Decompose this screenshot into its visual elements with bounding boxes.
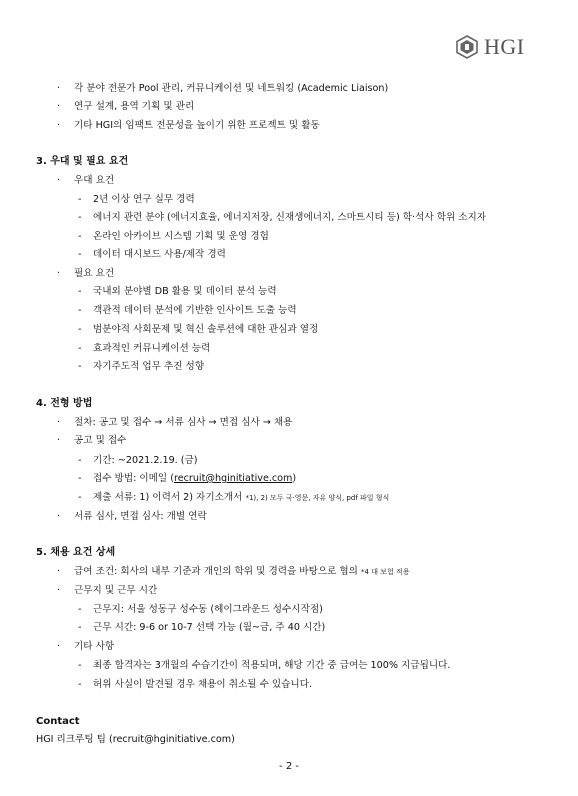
bullet-dash: - xyxy=(78,492,82,503)
bullet-dot: · xyxy=(57,641,61,652)
etc-label: 기타 사항 xyxy=(74,641,115,652)
method-prefix: 접수 방법: 이메일 ( xyxy=(93,473,174,484)
bullet-dot: · xyxy=(57,120,61,131)
method-suffix: ) xyxy=(292,473,297,484)
list-item: 온라인 아카이브 시스템 기획 및 운영 경험 xyxy=(93,231,269,242)
list-item: 2년 이상 연구 실무 경력 xyxy=(93,194,195,205)
bullet-dot: · xyxy=(57,83,61,94)
docs-main: 제출 서류: 1) 이력서 2) 자기소개서 xyxy=(93,492,243,503)
logo-text: HGI xyxy=(484,34,525,59)
work-label: 근무지 및 근무 시간 xyxy=(74,585,158,596)
bullet-dot: · xyxy=(57,268,61,279)
bullet-dot: · xyxy=(57,101,61,112)
section-5-title: 5. 채용 요건 상세 xyxy=(36,547,116,558)
contact-title: Contact xyxy=(36,716,80,727)
list-item: 허위 사실이 발견될 경우 채용이 취소될 수 있습니다. xyxy=(93,679,313,690)
docs-text xyxy=(93,492,389,504)
contact-note: 서류 심사, 면접 심사: 개별 연락 xyxy=(74,511,207,522)
list-item: 자기주도적 업무 추진 성향 xyxy=(93,361,205,372)
list-item: 범분야적 사회문제 및 혁신 솔루션에 대한 관심과 열정 xyxy=(93,324,319,335)
section-4-title: 4. 전형 방법 xyxy=(36,398,93,409)
bullet-dash: - xyxy=(78,343,82,354)
page-number: - 2 - xyxy=(279,761,299,772)
bullet-dash: - xyxy=(78,660,82,671)
list-item: 각 분야 전문가 Pool 관리, 커뮤니케이션 및 네트워킹 (Academic Liaison) xyxy=(74,83,389,94)
contact-line: HGI 리크루팅 팀 (recruit@hginitiative.com) xyxy=(36,734,235,745)
method-text xyxy=(93,473,296,485)
list-item: 효과적인 커뮤니케이션 능력 xyxy=(93,343,211,354)
salary-main: 급여 조건: 회사의 내부 기준과 개인의 학위 및 경력을 바탕으로 협의 xyxy=(74,566,358,577)
bullet-dash: - xyxy=(78,286,82,297)
req-label: 필요 요건 xyxy=(74,268,115,279)
bullet-dot: · xyxy=(57,435,61,446)
bullet-dot: · xyxy=(57,566,61,577)
list-item: 데이터 대시보드 사용/제작 경력 xyxy=(93,249,226,260)
notice-label: 공고 및 접수 xyxy=(74,435,127,446)
bullet-dash: - xyxy=(78,212,82,223)
list-item: 에너지 관련 분야 (에너지효율, 에너지저장, 신재생에너지, 스마트시티 등) 학·석사 학위 소지자 xyxy=(93,212,487,223)
hgi-logo xyxy=(456,34,525,60)
list-item: 최종 합격자는 3개월의 수습기간이 적용되며, 해당 기간 중 급여는 100% 지급됩니다. xyxy=(93,660,451,671)
salary-note: *4 대 보험 적용 xyxy=(361,568,410,576)
bullet-dash: - xyxy=(78,361,82,372)
list-item: 기타 HGI의 임팩트 전문성을 높이기 위한 프로젝트 및 활동 xyxy=(74,120,320,131)
pref-label: 우대 요건 xyxy=(74,175,115,186)
list-item: 연구 설계, 용역 기획 및 관리 xyxy=(74,101,195,112)
section-3-title: 3. 우대 및 필요 요건 xyxy=(36,156,129,167)
bullet-dash: - xyxy=(78,249,82,260)
bullet-dot: · xyxy=(57,511,61,522)
bullet-dash: - xyxy=(78,324,82,335)
bullet-dash: - xyxy=(78,473,82,484)
bullet-dash: - xyxy=(78,455,82,466)
docs-note: *1), 2) 모두 국·영문, 자유 양식, pdf 파일 형식 xyxy=(245,494,390,502)
hgi-emblem-icon xyxy=(456,35,478,59)
bullet-dot: · xyxy=(57,417,61,428)
hours-text: 근무 시간: 9-6 or 10-7 선택 가능 (월~금, 주 40 시간) xyxy=(93,622,326,633)
list-item: 국내외 분야별 DB 활용 및 데이터 분석 능력 xyxy=(93,286,277,297)
bullet-dot: · xyxy=(57,175,61,186)
bullet-dash: - xyxy=(78,604,82,615)
bullet-dash: - xyxy=(78,231,82,242)
list-item: 객관적 데이터 분석에 기반한 인사이트 도출 능력 xyxy=(93,305,297,316)
process-text: 절차: 공고 및 접수 → 서류 심사 → 면접 심사 → 채용 xyxy=(74,417,293,428)
salary-text xyxy=(74,566,409,578)
bullet-dash: - xyxy=(78,305,82,316)
email-link[interactable]: recruit@hginitiative.com xyxy=(174,473,293,484)
bullet-dash: - xyxy=(78,679,82,690)
period-text: 기간: ~2021.2.19. (금) xyxy=(93,455,198,466)
bullet-dash: - xyxy=(78,622,82,633)
bullet-dot: · xyxy=(57,585,61,596)
bullet-dash: - xyxy=(78,194,82,205)
location-text: 근무지: 서울 성동구 성수동 (헤이그라운드 성수시작점) xyxy=(93,604,323,615)
